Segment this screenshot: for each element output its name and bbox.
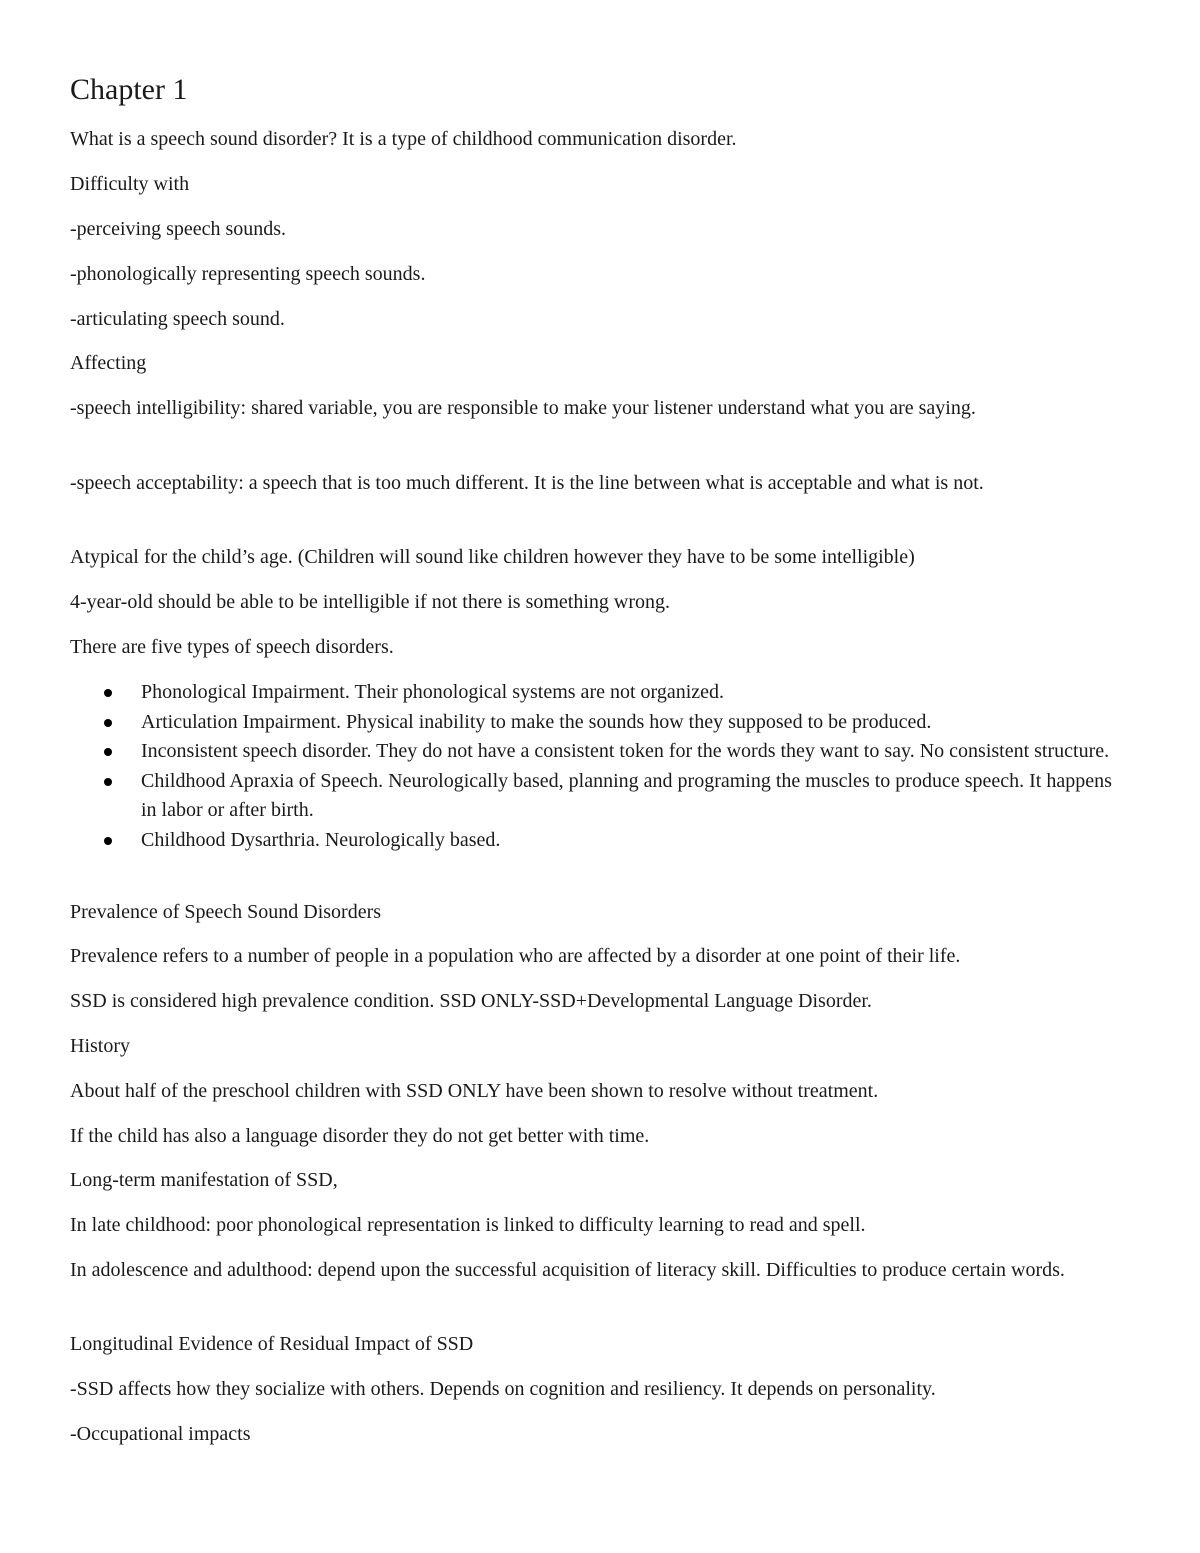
paragraph-four-year-old: 4-year-old should be able to be intelligible if not there is something wrong. bbox=[70, 591, 671, 613]
paragraph-phonologically: -phonologically representing speech sounds. bbox=[70, 263, 426, 285]
paragraph-acceptability: -speech acceptability: a speech that is too much different. It is the line between what is acceptable and what is not. bbox=[70, 472, 984, 494]
paragraph-prevalence-definition: Prevalence refers to a number of people in a population who are affected by a disorder at one point of their life. bbox=[70, 945, 961, 967]
speech-disorder-types-list bbox=[70, 678, 1130, 855]
paragraph-socialize: -SSD affects how they socialize with others. Depends on cognition and resiliency. It depends on personality. bbox=[70, 1378, 936, 1400]
chapter-title: Chapter 1 bbox=[70, 73, 188, 106]
paragraph-late-childhood: In late childhood: poor phonological representation is linked to difficulty learning to read and spell. bbox=[70, 1214, 866, 1236]
paragraph-atypical: Atypical for the child’s age. (Children will sound like children however they have to be some intelligible) bbox=[70, 546, 915, 568]
heading-longitudinal: Longitudinal Evidence of Residual Impact of SSD bbox=[70, 1333, 474, 1355]
list-item: Childhood Dysarthria. Neurologically based. bbox=[70, 826, 1121, 856]
list-item: Childhood Apraxia of Speech. Neurologically based, planning and programing the muscles to produce speech. It happens in labor or after birth. bbox=[70, 767, 1121, 826]
bullet-dot bbox=[104, 748, 112, 756]
bullet-dot bbox=[104, 689, 112, 697]
paragraph-resolve: About half of the preschool children with SSD ONLY have been shown to resolve without treatment. bbox=[70, 1080, 879, 1102]
bullet-dot bbox=[104, 778, 112, 786]
paragraph-affecting: Affecting bbox=[70, 352, 147, 374]
bullet-dot bbox=[104, 837, 112, 845]
paragraph-five-types: There are five types of speech disorders. bbox=[70, 636, 394, 658]
paragraph-adolescence: In adolescence and adulthood: depend upon the successful acquisition of literacy skill. Difficulties to produce certain words. bbox=[70, 1259, 1065, 1281]
paragraph-intelligibility: -speech intelligibility: shared variable, you are responsible to make your listener understand what you are saying. bbox=[70, 397, 976, 419]
paragraph-difficulty-with: Difficulty with bbox=[70, 173, 190, 195]
paragraph-long-term: Long-term manifestation of SSD, bbox=[70, 1169, 338, 1191]
paragraph-articulating: -articulating speech sound. bbox=[70, 308, 285, 330]
paragraph-occupational: -Occupational impacts bbox=[70, 1423, 251, 1445]
paragraph-language-disorder: If the child has also a language disorder they do not get better with time. bbox=[70, 1125, 650, 1147]
list-item: Inconsistent speech disorder. They do not have a consistent token for the words they want to say. No consistent structure. bbox=[70, 737, 1121, 767]
bullet-dot bbox=[104, 719, 112, 727]
heading-prevalence: Prevalence of Speech Sound Disorders bbox=[70, 901, 382, 923]
paragraph-definition: What is a speech sound disorder? It is a type of childhood communication disorder. bbox=[70, 128, 737, 150]
list-item: Articulation Impairment. Physical inability to make the sounds how they supposed to be produced. bbox=[70, 708, 1121, 738]
paragraph-perceiving: -perceiving speech sounds. bbox=[70, 218, 287, 240]
paragraph-ssd-prevalence: SSD is considered high prevalence condition. SSD ONLY-SSD+Developmental Language Disorder. bbox=[70, 990, 872, 1012]
list-item: Phonological Impairment. Their phonological systems are not organized. bbox=[70, 678, 1121, 708]
heading-history: History bbox=[70, 1035, 130, 1057]
